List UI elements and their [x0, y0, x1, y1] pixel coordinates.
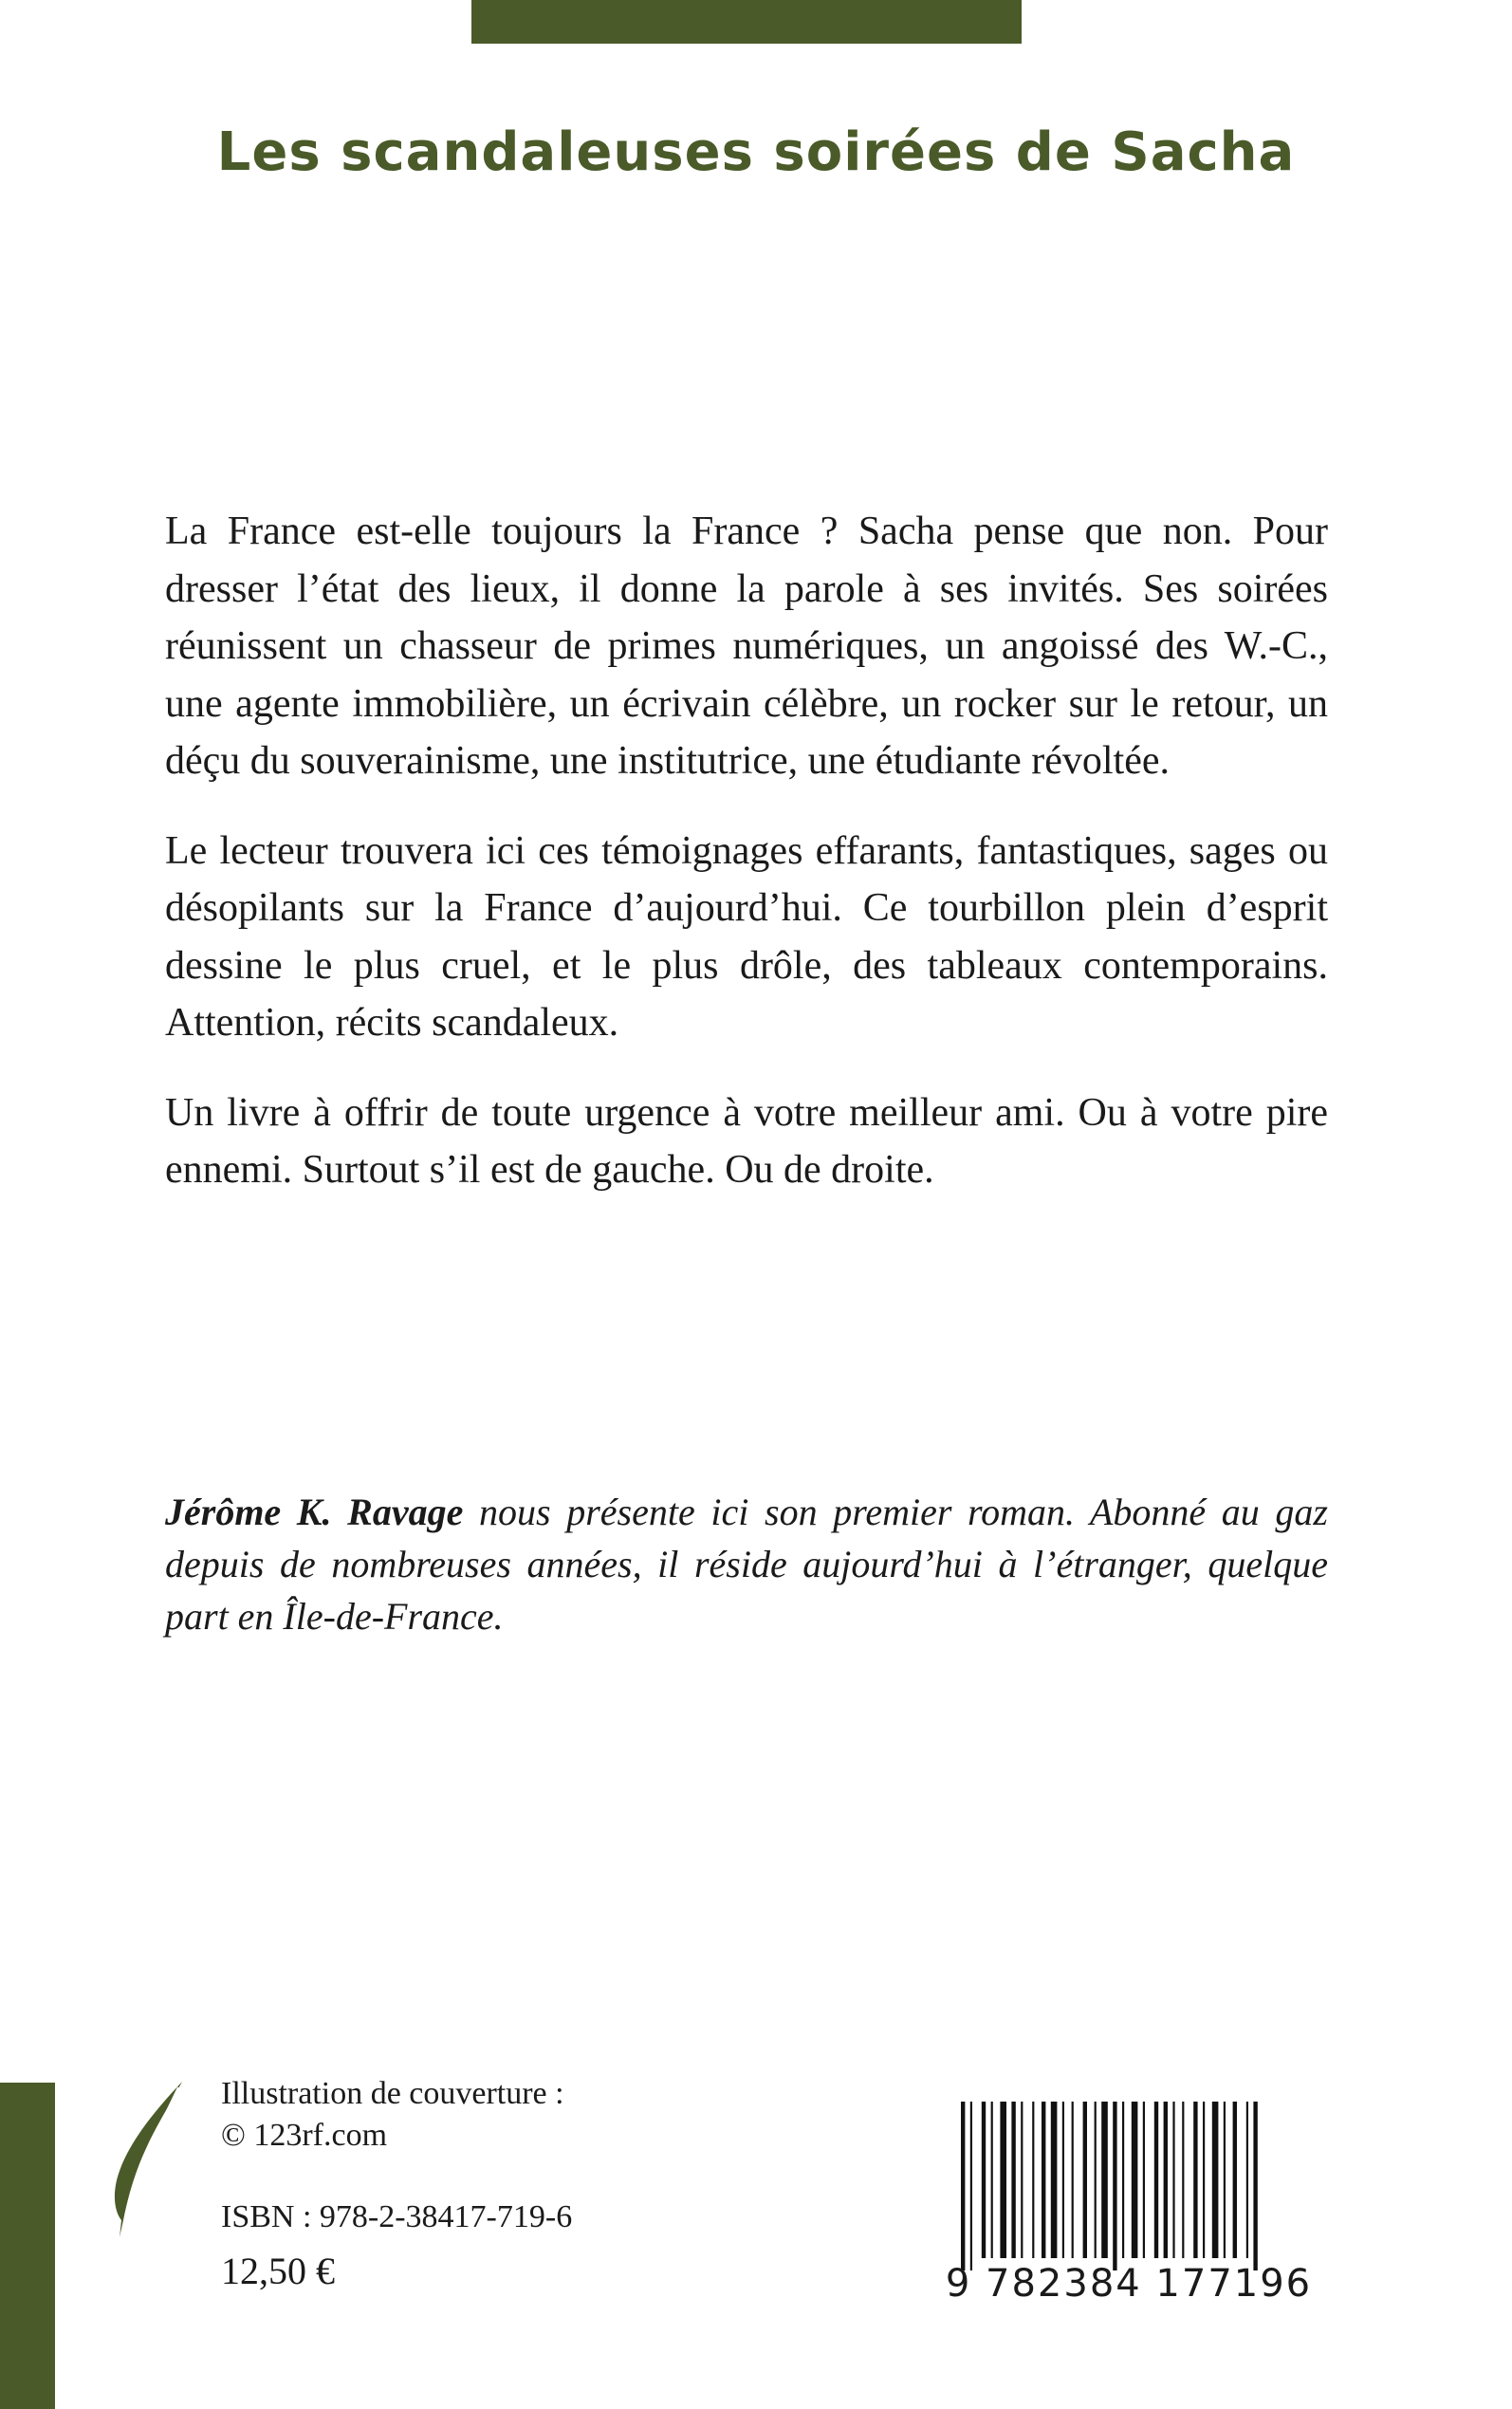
barcode-bar	[1062, 2102, 1064, 2258]
barcode-bar	[1083, 2102, 1087, 2258]
barcode-bar	[982, 2102, 986, 2258]
barcode-bar	[1203, 2102, 1205, 2258]
barcode-bar	[1021, 2102, 1023, 2258]
barcode-bar	[1122, 2102, 1124, 2258]
barcode-bar	[1143, 2102, 1145, 2258]
barcode-bar	[1132, 2102, 1138, 2258]
back-cover-blurb	[165, 503, 1328, 1232]
barcode-bar	[1051, 2102, 1058, 2258]
side-color-band	[0, 2083, 55, 2409]
barcode-bar	[991, 2102, 993, 2258]
barcode-bar	[970, 2102, 972, 2270]
barcode-digits: 9 782384 177196	[945, 2262, 1313, 2306]
credits-source: © 123rf.com	[221, 2118, 388, 2153]
barcode-bar	[1164, 2102, 1168, 2258]
barcode-bar	[1253, 2102, 1257, 2270]
barcode-bar	[1113, 2102, 1116, 2270]
illustration-credits	[221, 2073, 564, 2157]
barcode-bar	[1000, 2102, 1006, 2258]
barcode-bar	[1172, 2102, 1174, 2258]
feather-icon	[102, 2078, 188, 2239]
blurb-paragraph-2: Le lecteur trouvera ici ces témoignages effarants, fantastiques, sages ou désopilants sur la France d’aujourd’hui. Ce tourbillon plein d’esprit dessine le plus cruel, et le plus drôle, des tableaux contemporains. Attention, récits scandaleux.	[165, 828, 1328, 1045]
blurb-paragraph-3: Un livre à offrir de toute urgence à votre meilleur ami. Ou à votre pire ennemi. Surtout s’il est de gauche. Ou de droite.	[165, 1090, 1328, 1192]
isbn: ISBN : 978-2-38417-719-6	[221, 2199, 573, 2234]
barcode-bar	[1095, 2102, 1097, 2258]
barcode-bar	[1154, 2102, 1158, 2258]
price: 12,50 €	[221, 2250, 335, 2292]
barcode-bar	[1032, 2102, 1034, 2258]
top-color-band	[471, 0, 1022, 44]
barcode-bar	[1224, 2102, 1226, 2258]
barcode-bar	[1182, 2102, 1184, 2258]
author-bio-text: nous présente ici son premier roman. Abonné au gaz depuis de nombreuses années, il réside aujourd’hui à l’étranger, quelque part en Île-de-France.	[165, 1491, 1328, 1638]
barcode-bar	[1212, 2102, 1219, 2258]
barcode	[934, 2102, 1323, 2306]
barcode-bar	[961, 2102, 965, 2270]
barcode-bar	[1246, 2102, 1248, 2258]
barcode-bar	[1193, 2102, 1197, 2258]
author-name: Jérôme K. Ravage	[165, 1491, 464, 1533]
blurb-paragraph-1: La France est-elle toujours la France ? Sacha pense que non. Pour dresser l’état des lieux, il donne la parole à ses invités. Ses soirées réunissent un chasseur de primes numériques, un angoissé des W.-C., une agente immobilière, un écrivain célèbre, un rocker sur le retour, un déçu du souverainisme, une institutrice, une étudiante révoltée.	[165, 510, 1328, 783]
barcode-bar	[1101, 2102, 1108, 2258]
barcode-bar	[1042, 2102, 1045, 2258]
barcode-bar	[1011, 2102, 1015, 2258]
book-title: Les scandaleuses soirées de Sacha	[216, 121, 1296, 183]
barcode-bar	[1233, 2102, 1237, 2258]
credits-label: Illustration de couverture :	[221, 2076, 564, 2111]
author-bio	[165, 1486, 1328, 1642]
barcode-icon	[934, 2102, 1323, 2272]
barcode-bar	[1072, 2102, 1074, 2258]
